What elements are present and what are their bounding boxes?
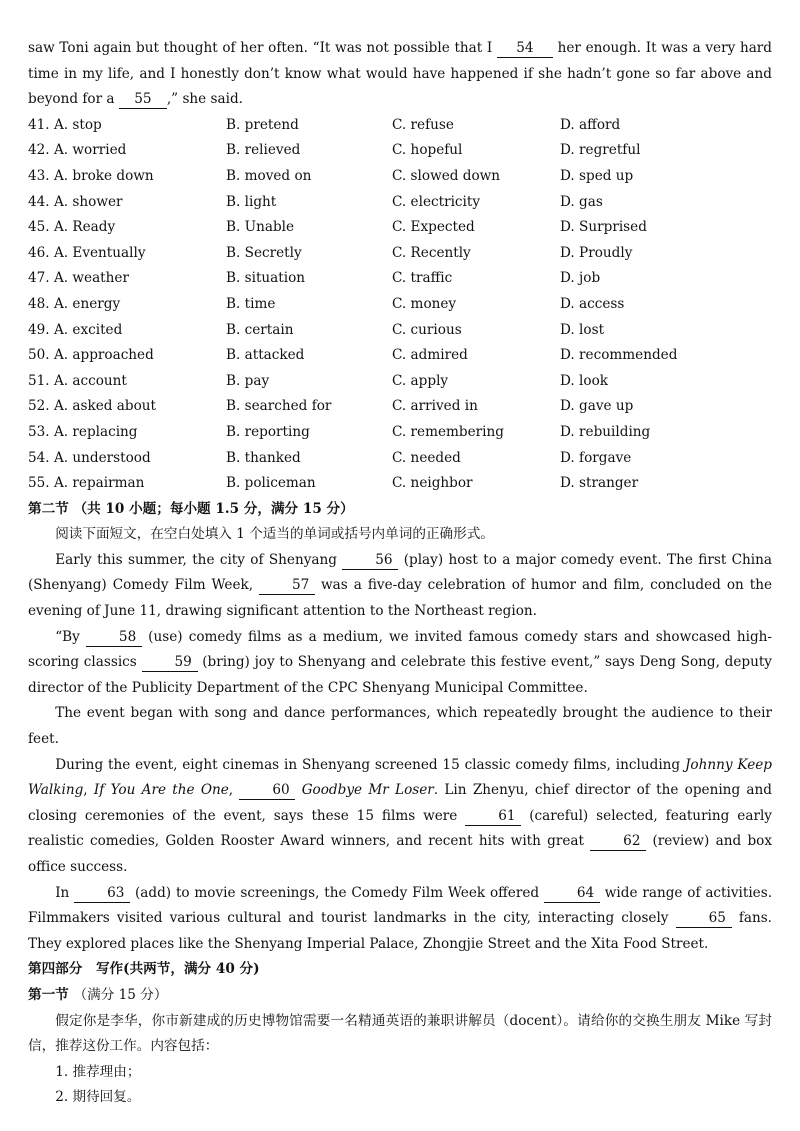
exam-page (28, 36, 772, 1111)
options-list (28, 113, 772, 497)
option-row: 51. A. account B. pay C. apply D. look (28, 372, 609, 389)
blank-56: 56 (342, 552, 398, 570)
blank-55: 55 (119, 91, 167, 109)
writing-prompt: 假定你是李华，你市新建成的历史博物馆需要一名精通英语的兼职讲解员（docent）。请给你的交换生朋友 Mike 写封信，推荐这份工作。内容包括： (28, 1012, 772, 1055)
passage-paragraph-5: In 63 (add) to movie screenings, the Comedy Film Week offered 64 wide range of activities. Filmmakers visited various cultural and tourist landmarks in the city, interacting closely 65 fans. They explored places like the Shenyang Imperial Palace, Zhongjie Street and the Xita Food Street. (28, 884, 773, 952)
writing-requirement: 2. 期待回复。 (55, 1089, 141, 1106)
option-row: 48. A. energy B. time C. money D. access (28, 295, 625, 312)
writing-requirement: 1. 推荐理由； (55, 1063, 141, 1080)
option-row: 45. A. Ready B. Unable C. Expected D. Surprised (28, 219, 647, 236)
section2-title: 第二节 （共 10 小题；每小题 1.5 分，满分 15 分） (28, 500, 354, 517)
option-row: 42. A. worried B. relieved C. hopeful D. regretful (28, 142, 641, 159)
blank-58: 58 (86, 629, 142, 647)
option-row: 43. A. broke down B. moved on C. slowed down D. sped up (28, 167, 634, 184)
option-row: 55. A. repairman B. policeman C. neighbor D. stranger (28, 475, 639, 492)
blank-65: 65 (676, 910, 732, 928)
option-row: 53. A. replacing B. reporting C. remembering D. rebuilding (28, 423, 651, 440)
passage-paragraph-2: “By 58 (use) comedy films as a medium, we invited famous comedy stars and showcased high-scoring classics 59 (bring) joy to Shenyang and celebrate this festive event,” says Deng Song, deputy director of the Publicity Department of the CPC Shenyang Municipal Committee. (28, 628, 772, 696)
passage-paragraph-3: The event began with song and dance performances, which repeatedly brought the audience to their feet. (28, 705, 772, 748)
option-row: 41. A. stop B. pretend C. refuse D. afford (28, 116, 621, 133)
blank-59: 59 (142, 654, 198, 672)
film-title: Johnny Keep Walking (28, 756, 772, 799)
blank-64: 64 (544, 885, 600, 903)
option-row: 50. A. approached B. attacked C. admired D. recommended (28, 347, 678, 364)
part4-section1-title: 第一节 （满分 15 分） (28, 986, 168, 1003)
option-row: 47. A. weather B. situation C. traffic D. job (28, 270, 601, 287)
passage-paragraph-4: During the event, eight cinemas in Shenyang screened 15 classic comedy films, including Johnny Keep Walking, If You Are the One, 60 Goodbye Mr Loser. Lin Zhenyu, chief director of the opening and closing ceremonies of the event, says these 15 films were 61 (careful) selected, featuring early realistic comedies, Golden Rooster Award winners, and recent hits with great 62 (review) and box office success. (28, 756, 772, 875)
blank-62: 62 (590, 833, 646, 851)
blank-61: 61 (465, 808, 521, 826)
option-row: 52. A. asked about B. searched for C. arrived in D. gave up (28, 398, 634, 415)
film-title: Goodbye Mr Loser (301, 782, 434, 799)
blank-60: 60 (239, 782, 295, 800)
film-title: If You Are the One (93, 782, 229, 799)
blank-54: 54 (497, 40, 553, 58)
option-row: 46. A. Eventually B. Secretly C. Recently D. Proudly (28, 244, 633, 261)
blank-57: 57 (259, 577, 315, 595)
cloze-passage-end: saw Toni again but thought of her often. “It was not possible that I 54 her enough. It was a very hard time in my life, and I honestly don’t know what would have happened if she hadn’t gone so far above and beyond for a 55 ,” she said. (28, 40, 773, 108)
blank-63: 63 (74, 885, 130, 903)
option-row: 49. A. excited B. certain C. curious D. lost (28, 321, 605, 338)
section2-instruction: 阅读下面短文，在空白处填入 1 个适当的单词或括号内单词的正确形式。 (55, 526, 494, 543)
option-row: 44. A. shower B. light C. electricity D. gas (28, 193, 603, 210)
part4-title: 第四部分 写作(共两节，满分 40 分) (28, 961, 260, 978)
option-row: 54. A. understood B. thanked C. needed D. forgave (28, 449, 632, 466)
passage-paragraph-1: Early this summer, the city of Shenyang 56 (play) host to a major comedy event. The first China (Shenyang) Comedy Film Week, 57 was a five-day celebration of humor and film, concluded on the evening of June 11, drawing significant attention to the Northeast region. (28, 551, 772, 620)
